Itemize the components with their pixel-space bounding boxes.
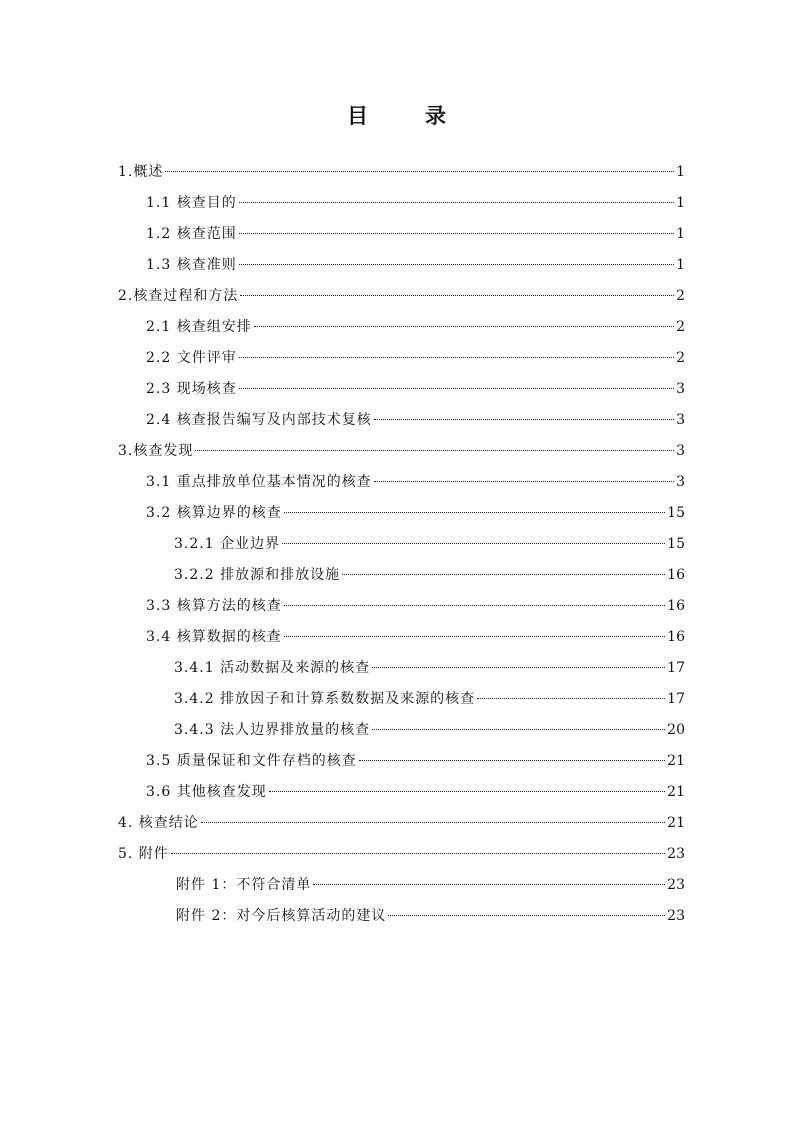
toc-entry-label: 1.概述 <box>118 164 164 180</box>
toc-entry[interactable] <box>118 812 685 834</box>
toc-leader <box>240 295 674 296</box>
toc-entry-label: 3.4 核算数据的核查 <box>146 629 282 645</box>
toc-page-number: 1 <box>676 257 685 273</box>
toc-entry-label: 5. 附件 <box>118 846 169 862</box>
toc-entry[interactable] <box>146 781 685 803</box>
toc-entry-label: 2.4 核查报告编写及内部技术复核 <box>146 412 372 428</box>
toc-entry-label: 1.3 核查准则 <box>146 257 237 273</box>
toc-entry[interactable] <box>118 285 685 307</box>
toc-leader <box>165 171 674 172</box>
toc-leader <box>195 450 674 451</box>
toc-page-number: 15 <box>667 505 685 521</box>
toc-leader <box>388 915 665 916</box>
toc-entry[interactable] <box>146 595 685 617</box>
toc-entry-label: 3.4.2 排放因子和计算系数数据及来源的核查 <box>174 691 476 707</box>
toc-leader <box>284 605 665 606</box>
toc-page-number: 20 <box>667 722 685 738</box>
toc-entry[interactable] <box>174 657 685 679</box>
toc-leader <box>284 512 665 513</box>
toc-entry-label: 1.2 核查范围 <box>146 226 237 242</box>
toc-entry-label: 3.3 核算方法的核查 <box>146 598 282 614</box>
toc-entry-label: 2.3 现场核查 <box>146 381 237 397</box>
toc-entry-label: 3.核查发现 <box>118 443 194 459</box>
toc-entry-label: 2.1 核查组安排 <box>146 319 252 335</box>
toc-entry[interactable] <box>174 719 685 741</box>
toc-leader <box>374 481 674 482</box>
toc-entry[interactable] <box>146 316 685 338</box>
toc-leader <box>372 729 665 730</box>
toc-entry-label: 1.1 核查目的 <box>146 195 237 211</box>
toc-entry-label: 3.4.1 活动数据及来源的核查 <box>174 660 371 676</box>
toc-leader <box>313 884 665 885</box>
toc-leader <box>171 853 665 854</box>
toc-entry[interactable] <box>146 471 685 493</box>
toc-page-number: 2 <box>676 350 685 366</box>
toc-entry[interactable] <box>176 874 685 896</box>
toc-page-number: 3 <box>676 381 685 397</box>
toc-entry-label: 3.1 重点排放单位基本情况的核查 <box>146 474 372 490</box>
toc-leader <box>239 202 674 203</box>
toc-page-number: 23 <box>667 908 685 924</box>
toc-leader <box>201 822 665 823</box>
toc-page-number: 1 <box>676 164 685 180</box>
toc-leader <box>374 419 674 420</box>
toc-entry-label: 3.5 质量保证和文件存档的核查 <box>146 753 357 769</box>
toc-entry[interactable] <box>174 533 685 555</box>
toc-page-number: 17 <box>667 691 685 707</box>
toc-leader <box>239 388 674 389</box>
toc-entry-label: 附件 2：对今后核算活动的建议 <box>176 908 387 924</box>
toc-page-number: 1 <box>676 226 685 242</box>
toc-entry[interactable] <box>146 223 685 245</box>
toc-leader <box>477 698 665 699</box>
toc-entry[interactable] <box>146 409 685 431</box>
toc-leader <box>342 574 665 575</box>
toc-leader <box>239 357 674 358</box>
toc-page-number: 3 <box>676 412 685 428</box>
toc-page-number: 3 <box>676 443 685 459</box>
toc-page-number: 2 <box>676 319 685 335</box>
toc-page-number: 3 <box>676 474 685 490</box>
toc-entry[interactable] <box>146 347 685 369</box>
toc-page-number: 16 <box>667 629 685 645</box>
toc-entry-label: 2.核查过程和方法 <box>118 288 239 304</box>
toc-entry[interactable] <box>146 750 685 772</box>
toc-leader <box>372 667 665 668</box>
toc-page-number: 15 <box>667 536 685 552</box>
toc-entry-label: 2.2 文件评审 <box>146 350 237 366</box>
toc-page-number: 23 <box>667 877 685 893</box>
toc-leader <box>284 636 665 637</box>
toc-entry[interactable] <box>176 905 685 927</box>
toc-entry[interactable] <box>174 688 685 710</box>
toc-entry-label: 3.2.2 排放源和排放设施 <box>174 567 341 583</box>
toc-page-number: 16 <box>667 598 685 614</box>
toc-entry-label: 附件 1：不符合清单 <box>176 877 312 893</box>
toc-entry[interactable] <box>146 502 685 524</box>
toc-entry[interactable] <box>118 161 685 183</box>
toc-entry[interactable] <box>146 378 685 400</box>
toc-entry[interactable] <box>146 254 685 276</box>
page-title: 目 录 <box>347 103 464 128</box>
toc-page-number: 21 <box>667 784 685 800</box>
toc-page-number: 21 <box>667 815 685 831</box>
toc-leader <box>239 233 674 234</box>
toc-leader <box>359 760 665 761</box>
toc-page-number: 16 <box>667 567 685 583</box>
toc-page-number: 1 <box>676 195 685 211</box>
toc-entry[interactable] <box>174 564 685 586</box>
toc-entry[interactable] <box>118 440 685 462</box>
toc-leader <box>239 264 674 265</box>
toc-entry-label: 3.2 核算边界的核查 <box>146 505 282 521</box>
toc-entry[interactable] <box>146 626 685 648</box>
toc-page-number: 2 <box>676 288 685 304</box>
toc-page-number: 21 <box>667 753 685 769</box>
toc-leader <box>282 543 665 544</box>
toc-leader <box>254 326 674 327</box>
toc-entry-label: 4. 核查结论 <box>118 815 199 831</box>
toc-leader <box>269 791 665 792</box>
toc-entry-label: 3.2.1 企业边界 <box>174 536 281 552</box>
toc-entry[interactable] <box>146 192 685 214</box>
toc-page-number: 23 <box>667 846 685 862</box>
toc-entry-label: 3.4.3 法人边界排放量的核查 <box>174 722 371 738</box>
toc-entry[interactable] <box>118 843 685 865</box>
toc-entry-label: 3.6 其他核查发现 <box>146 784 267 800</box>
toc-page-number: 17 <box>667 660 685 676</box>
